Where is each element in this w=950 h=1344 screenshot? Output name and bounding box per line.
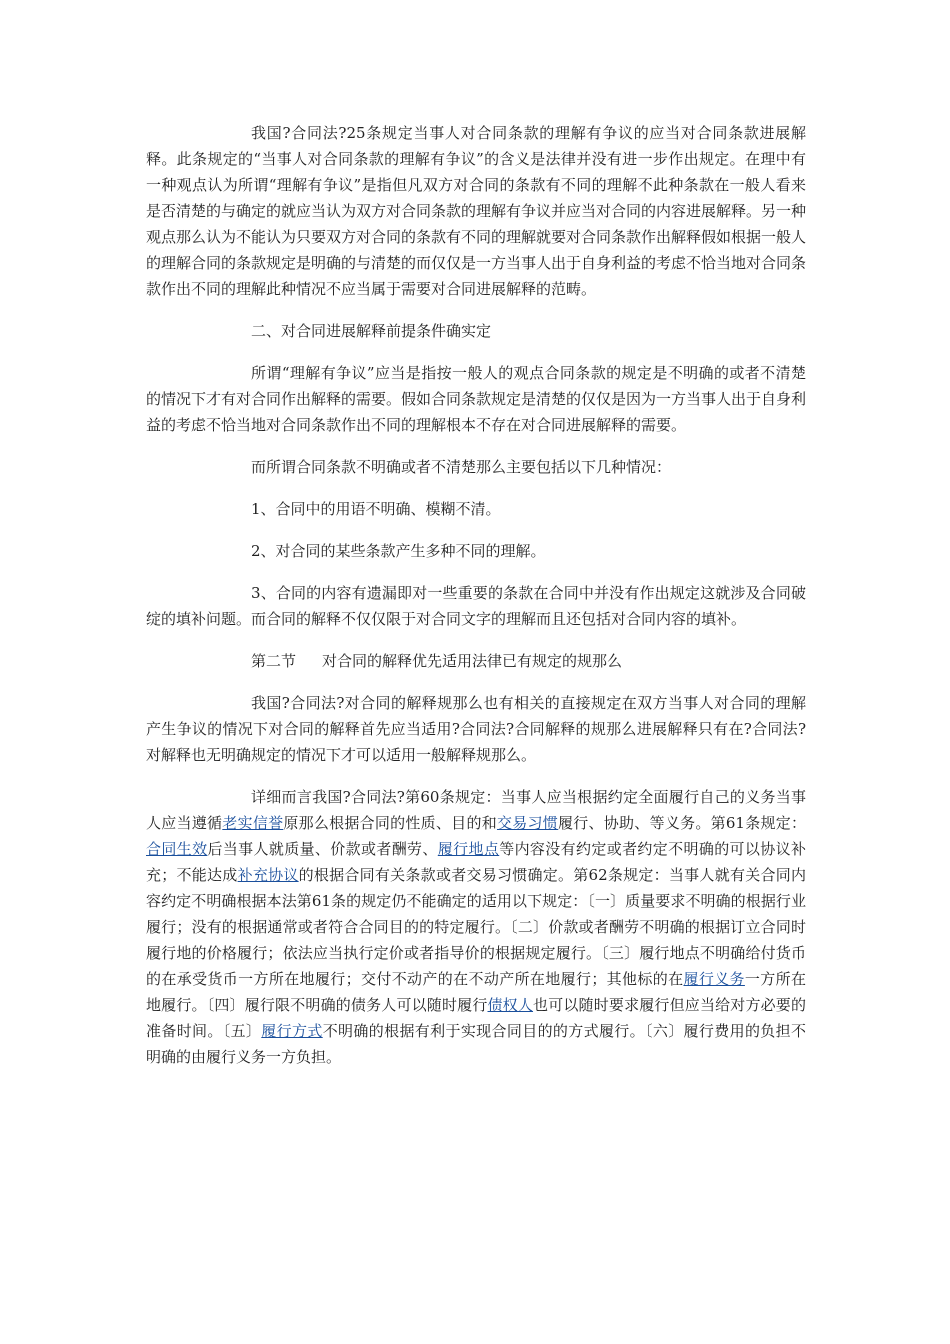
text-segment: 原那么根据合同的性质、目的和 — [283, 814, 497, 832]
paragraph-section-intro: 我国?合同法?对合同的解释规那么也有相关的直接规定在双方当事人对合同的理解产生争议的情况下对合同的解释首先应当适用?合同法?合同解释的规那么进展解释只有在?合同法?对解释也无明确规定的情况下才可以适用一般解释规那么。 — [146, 694, 806, 764]
link-trade-custom[interactable]: 交易习惯 — [496, 814, 559, 832]
link-creditor[interactable]: 债权人 — [487, 996, 534, 1014]
link-manner-of-performance[interactable]: 履行方式 — [261, 1022, 323, 1040]
section-title: 对合同的解释优先适用法律已有规定的规那么 — [322, 652, 623, 670]
link-contract-effective[interactable]: 合同生效 — [146, 840, 208, 858]
text-segment: 履行、协助、等义务。第61条规定： — [558, 814, 806, 832]
link-supplementary-agreement[interactable]: 补充协议 — [237, 866, 299, 884]
link-performance-obligation[interactable]: 履行义务 — [683, 970, 745, 988]
heading-precondition: 二、对合同进展解释前提条件确实定 — [251, 322, 492, 340]
text-segment: 后当事人就质量、价款或者酬劳、 — [207, 840, 438, 858]
paragraph-articles-60-62 — [146, 784, 806, 1070]
document-body — [146, 120, 806, 1086]
text-segment: 不明确的根据有利于实现合同目的的方式履行。〔六〕履行费用的负担不明确的由履行义务一方负担。 — [146, 1022, 806, 1066]
section-heading — [146, 648, 806, 674]
paragraph-understanding-dispute: 所谓“理解有争议”应当是指按一般人的观点合同条款的规定是不明确的或者不清楚的情况下才有对合同作出解释的需要。假如合同条款规定是清楚的仅仅是因为一方当事人出于自身利益的考虑不恰当地对合同条款作出不同的理解根本不存在对合同进展解释的需要。 — [146, 364, 807, 434]
link-place-of-performance[interactable]: 履行地点 — [437, 840, 500, 858]
list-item-1: 1、合同中的用语不明确、模糊不清。 — [251, 500, 501, 518]
section-number: 第二节 — [251, 652, 297, 670]
list-item-3: 3、合同的内容有遗漏即对一些重要的条款在合同中并没有作出规定这就涉及合同破绽的填补问题。而合同的解释不仅仅限于对合同文字的理解而且还包括对合同内容的填补。 — [146, 584, 806, 628]
paragraph-interpretation-dispute: 我国?合同法?25条规定当事人对合同条款的理解有争议的应当对合同条款进展解释。此条规定的“当事人对合同条款的理解有争议”的含义是法律并没有进一步作出规定。在理中有一种观点认为所谓“理解有争议”是指但凡双方对合同的条款有不同的理解不此种条款在一般人看来是否清楚的与确定的就应当认为双方对合同条款的理解有争议并应当对合同的内容进展解释。另一种观点那么认为不能认为只要双方对合同的条款有不同的理解就要对合同条款作出解释假如根据一般人的理解合同的条款规定是明确的与清楚的而仅仅是一方当事人出于自身利益的考虑不恰当地对合同条款作出不同的理解此种情况不应当属于需要对合同进展解释的范畴。 — [146, 124, 807, 298]
text-segment: 详细而言我国?合同法?第60条规定：当事人应当根据约定全面履行自己的义务当事人应当遵循 — [146, 788, 806, 832]
link-honesty-credit[interactable]: 老实信誉 — [222, 814, 284, 832]
text-segment: 一方所在地履行。〔四〕履行限不明确的债务人可以随时履行 — [146, 970, 806, 1014]
text-segment: 也可以随时要求履行但应当给对方必要的准备时间。〔五〕 — [146, 996, 806, 1040]
paragraph-unclear-terms-intro: 而所谓合同条款不明确或者不清楚那么主要包括以下几种情况： — [251, 458, 672, 476]
text-segment: 等内容没有约定或者约定不明确的可以协议补充；不能达成 — [146, 840, 806, 884]
list-item-2: 2、对合同的某些条款产生多种不同的理解。 — [251, 542, 546, 560]
text-segment: 的根据合同有关条款或者交易习惯确定。第62条规定：当事人就有关合同内容约定不明确根据本法第61条的规定仍不能确定的适用以下规定：〔一〕质量要求不明确的根据行业履行；没有的根据通常或者符合合同目的的特定履行。〔二〕价款或者酬劳不明确的根据订立合同时履行地的价格履行；依法应当执行定价或者指导价的根据规定履行。〔三〕履行地点不明确给付货币的在承受货币一方所在地履行；交付不动产的在不动产所在地履行；其他标的在 — [146, 866, 806, 988]
